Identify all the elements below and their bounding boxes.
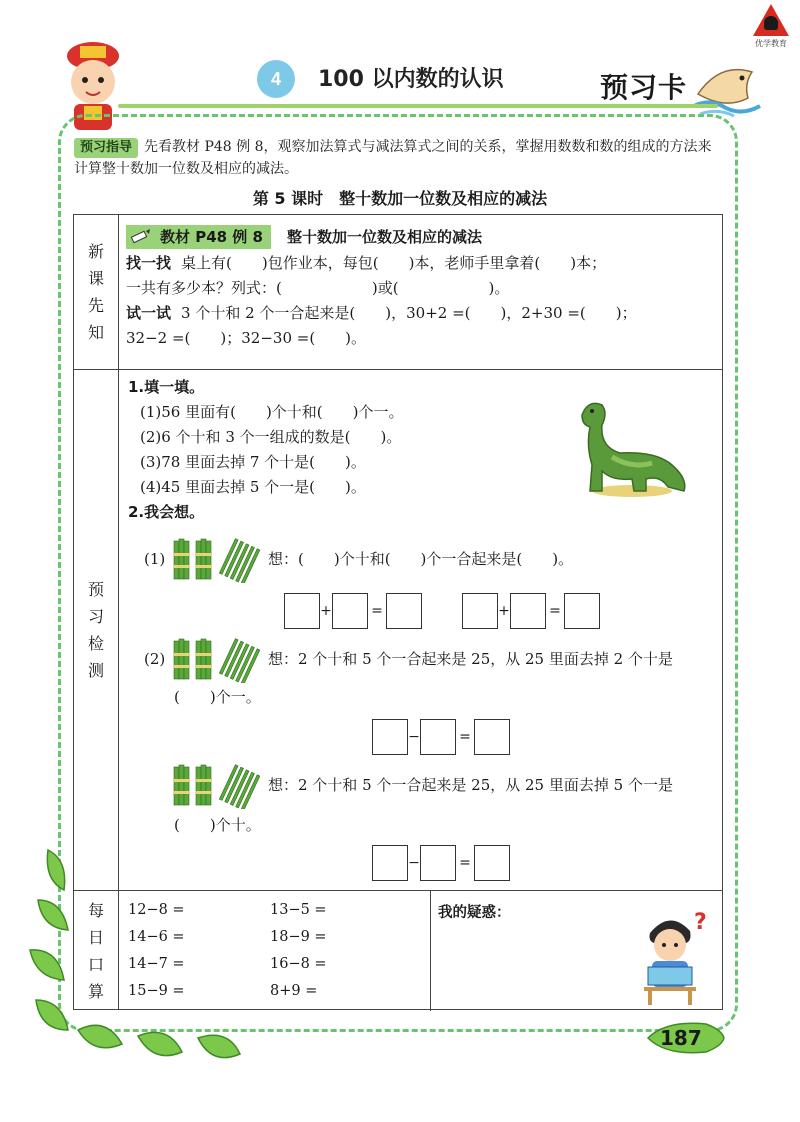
oral-calc-divider <box>430 890 431 1011</box>
side-label-preview-check: 预 习 检 测 <box>87 579 104 680</box>
calc-item: 18−9 = <box>270 929 327 945</box>
q1-item: (4)45 里面去掉 5 个一是( )。 <box>140 478 366 496</box>
answer-box[interactable] <box>332 593 368 629</box>
header-divider <box>118 104 718 108</box>
oral-calc-column-2 <box>270 897 327 1005</box>
q1-item: (1)56 里面有( )个十和( )个一。 <box>140 403 404 421</box>
publisher-logo-text: 优学教育 <box>755 39 787 48</box>
answer-box[interactable] <box>510 593 546 629</box>
calc-item: 15−9 = <box>128 983 185 999</box>
calc-item: 13−5 = <box>270 902 327 918</box>
answer-box[interactable] <box>372 845 408 881</box>
answer-box[interactable] <box>474 845 510 881</box>
q2-part3-text: 想：2 个十和 5 个一合起来是 25，从 25 里面去掉 5 个一是 <box>268 776 673 794</box>
dinosaur-illustration <box>572 395 690 499</box>
answer-box[interactable] <box>462 593 498 629</box>
new-lesson-content <box>126 223 637 351</box>
q2-part3-equation: − = <box>372 845 510 881</box>
stick-bundles-2x5-icon <box>170 537 270 583</box>
calc-item: 14−6 = <box>128 929 185 945</box>
answer-box[interactable] <box>386 593 422 629</box>
card-title: 预习卡 <box>600 71 688 104</box>
q2-part1-equation-right: + = <box>462 593 600 629</box>
page-number: 187 <box>660 1026 702 1050</box>
calc-item: 16−8 = <box>270 956 327 972</box>
unit-title: 100 以内数的认识 <box>318 67 504 92</box>
svg-text:?: ? <box>694 910 707 935</box>
publisher-logo <box>746 4 796 50</box>
side-label-daily-oral-calc: 每 日 口 算 <box>87 900 104 1001</box>
try-line-2: 32−2 =( )；32−30 =( )。 <box>126 329 367 347</box>
answer-box[interactable] <box>420 845 456 881</box>
stick-bundles-2x5-icon <box>170 763 270 809</box>
answer-box[interactable] <box>564 593 600 629</box>
q1-title: 1.填一填。 <box>128 378 205 396</box>
doubt-label: 我的疑惑： <box>438 905 511 921</box>
textbook-tag: 教材 P48 例 8 <box>126 225 271 249</box>
question-1 <box>128 375 404 525</box>
answer-box[interactable] <box>284 593 320 629</box>
answer-box[interactable] <box>420 719 456 755</box>
guide-text: 先看教材 P48 例 8，观察加法算式与减法算式之间的关系，掌握用数数和数的组成的方法来计算整十数加一位数及相应的减法。 <box>74 139 712 177</box>
try-line-1: 试一试 3 个十和 2 个一合起来是( )，30+2 =( )，2+30 =( )； <box>126 304 637 322</box>
side-label-new-lesson: 新 课 先 知 <box>87 242 104 342</box>
calc-item: 12−8 = <box>128 902 185 918</box>
q2-part1-label: (1) <box>144 550 166 568</box>
textbook-title: 整十数加一位数及相应的减法 <box>286 227 482 246</box>
preview-guide <box>74 136 724 180</box>
answer-box[interactable] <box>474 719 510 755</box>
thinking-boy-illustration <box>640 907 716 1005</box>
q2-part2-equation: − = <box>372 719 510 755</box>
calc-item: 8+9 = <box>270 983 318 999</box>
unit-number-badge: 4 <box>257 60 295 98</box>
answer-box[interactable] <box>372 719 408 755</box>
calc-item: 14−7 = <box>128 956 185 972</box>
q2-part1-equation-left: + = <box>284 593 422 629</box>
q2-part2-label: (2) <box>144 650 166 668</box>
find-line-1: 找一找 桌上有( )包作业本，每包( )本，老师手里拿着( )本； <box>126 254 607 272</box>
find-line-2: 一共有多少本？列式：( )或( )。 <box>126 279 510 297</box>
q2-part3-text: ( )个十。 <box>174 816 261 834</box>
q2-part2-text: 想：2 个十和 5 个一合起来是 25，从 25 里面去掉 2 个十是 <box>268 650 673 668</box>
pencil-icon <box>130 229 152 245</box>
lesson-title: 第 5 课时 整十数加一位数及相应的减法 <box>252 189 548 208</box>
q1-item: (3)78 里面去掉 7 个十是( )。 <box>140 453 366 471</box>
q2-part2-text: ( )个一。 <box>174 688 261 706</box>
leaves-decoration <box>18 830 268 1080</box>
stick-bundles-2x5-icon <box>170 637 270 683</box>
guide-tag: 预习指导 <box>74 138 138 158</box>
mascot-dolphin-illustration <box>690 54 764 120</box>
q2-title: 2.我会想。 <box>128 503 205 521</box>
q1-item: (2)6 个十和 3 个一组成的数是( )。 <box>140 428 402 446</box>
row-divider-1 <box>74 369 722 370</box>
q2-part1-text: 想：( )个十和( )个一合起来是( )。 <box>268 550 574 568</box>
